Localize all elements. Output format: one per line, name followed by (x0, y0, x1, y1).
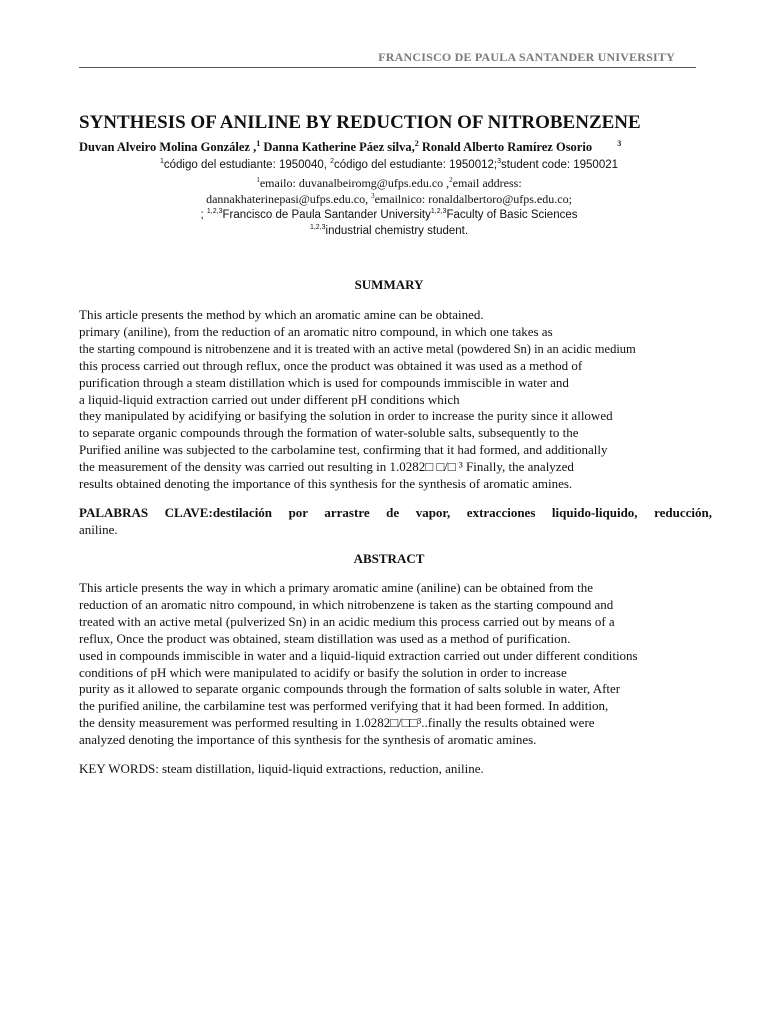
abstract-line: This article presents the way in which a primary aromatic amine (aniline) can be obtained from the (79, 580, 594, 595)
summary-line: Purified aniline was subjected to the carbolamine test, confirming that it had formed, and additionally (79, 442, 608, 458)
summary-line: primary (aniline), from the reduction of an aromatic nitro compound, in which one takes as (79, 323, 553, 339)
email-3: emailnico: ronaldalbertoro@ufps.edu.co; (374, 192, 572, 206)
email-2-label: email address: (452, 176, 522, 190)
emails-line-2 (79, 192, 699, 207)
abstract-line: used in compounds immiscible in water and a liquid-liquid extraction carried out under different conditions (79, 647, 638, 663)
affil-mark-1: 1,2,3 (206, 208, 223, 215)
abstract-line: reflux, Once the product was obtained, steam distillation was used as a method of purification. (79, 630, 571, 646)
abstract-heading: ABSTRACT (353, 551, 425, 566)
code-3: student code: 1950021 (501, 158, 619, 171)
summary-line: the measurement of the density was carried out resulting in 1.0282□ □/□ ³ Finally, the analyzed (79, 459, 574, 475)
program-mark: 1,2,3 (309, 224, 326, 231)
email-mark-2: 2 (449, 176, 453, 184)
abstract-line: conditions of pH which were manipulated to acidify or basify the solution in order to increase (79, 664, 567, 680)
code-mark-1: 1 (159, 158, 164, 165)
palabras-line-1 (79, 505, 712, 522)
author-list (79, 139, 699, 155)
summary-body (79, 307, 709, 493)
code-mark-2: 2 (330, 158, 335, 165)
summary-line: they manipulated by acidifying or basifying the solution in order to increase the purity since it allowed (79, 408, 613, 424)
summary-line: purification through a steam distillation which is used for compounds immiscible in water and (79, 374, 569, 390)
header-rule (79, 67, 696, 68)
paper-title: SYNTHESIS OF ANILINE BY REDUCTION OF NITROBENZENE (79, 112, 641, 133)
abstract-line: analyzed denoting the importance of this synthesis for the synthesis of aromatic amines. (79, 732, 537, 748)
author-1-mark: 1 (256, 139, 261, 148)
palabras-label: PALABRAS CLAVE: (79, 505, 213, 520)
author-3-mark: 3 (617, 139, 622, 148)
author-3-name: Ronald Alberto Ramírez Osorio (421, 140, 593, 155)
summary-line: the starting compound is nitrobenzene and it is treated with an active metal (powdered Sn) in an acidic medium (79, 341, 636, 356)
affil-prefix: ; (200, 208, 207, 221)
palabras-clave (79, 505, 712, 539)
summary-heading: SUMMARY (354, 277, 424, 292)
summary-line: results obtained denoting the importance of this synthesis for the synthesis of aromatic amines. (79, 476, 573, 492)
university-name: Francisco de Paula Santander University (222, 208, 431, 221)
abstract-line: treated with an active metal (pulverized Sn) in an acidic medium this process carried out by means of a (79, 613, 615, 629)
university-affiliation (79, 208, 699, 221)
abstract-line: the density measurement was performed resulting in 1.0282□/□□³..finally the results obtained were (79, 715, 595, 731)
program-name: industrial chemistry student. (325, 224, 469, 237)
faculty-name: Faculty of Basic Sciences (446, 208, 578, 221)
running-header: FRANCISCO DE PAULA SANTANDER UNIVERSITY (378, 50, 675, 64)
abstract-body (79, 580, 712, 749)
email-mark-3: 3 (371, 192, 375, 200)
palabras-terms: destilación por arrastre de vapor, extracciones liquido-liquido, reducción, (212, 505, 712, 520)
affil-mark-2: 1,2,3 (430, 208, 447, 215)
email-2: dannakhaterinepasi@ufps.edu.co, (206, 192, 372, 206)
key-words (79, 761, 712, 778)
author-1-name: Duvan Alveiro Molina González , (79, 140, 257, 155)
summary-line: this process carried out through reflux, once the product was obtained it was used as a method of (79, 357, 583, 373)
email-mark-1: 1 (256, 176, 260, 184)
abstract-line: the purified aniline, the carbilamine test was performed verifying that it had been formed. In addition, (79, 698, 609, 714)
abstract-line: purity as it allowed to separate organic compounds through the formation of salts soluble in water, After (79, 681, 621, 697)
author-2-name: Danna Katherine Páez silva, (263, 140, 415, 155)
student-program (79, 224, 699, 237)
summary-line: a liquid-liquid extraction carried out under different pH conditions which (79, 391, 460, 407)
palabras-line-2: aniline. (79, 521, 118, 537)
author-2-mark: 2 (414, 139, 419, 148)
emails-line-1 (79, 176, 699, 191)
code-1: código del estudiante: 1950040, (163, 158, 331, 171)
summary-line: This article presents the method by which an aromatic amine can be obtained. (79, 307, 484, 322)
code-mark-3: 3 (497, 158, 501, 165)
key-words-line: KEY WORDS: steam distillation, liquid-liquid extractions, reduction, aniline. (79, 761, 484, 776)
abstract-line: reduction of an aromatic nitro compound, in which nitrobenzene is taken as the starting compound and (79, 596, 614, 612)
student-codes (79, 158, 699, 171)
email-1: emailo: duvanalbeiromg@ufps.edu.co , (259, 176, 450, 190)
code-2: código del estudiante: 1950012; (334, 158, 498, 171)
summary-line: to separate organic compounds through the formation of water-soluble salts, subsequently to the (79, 425, 579, 441)
